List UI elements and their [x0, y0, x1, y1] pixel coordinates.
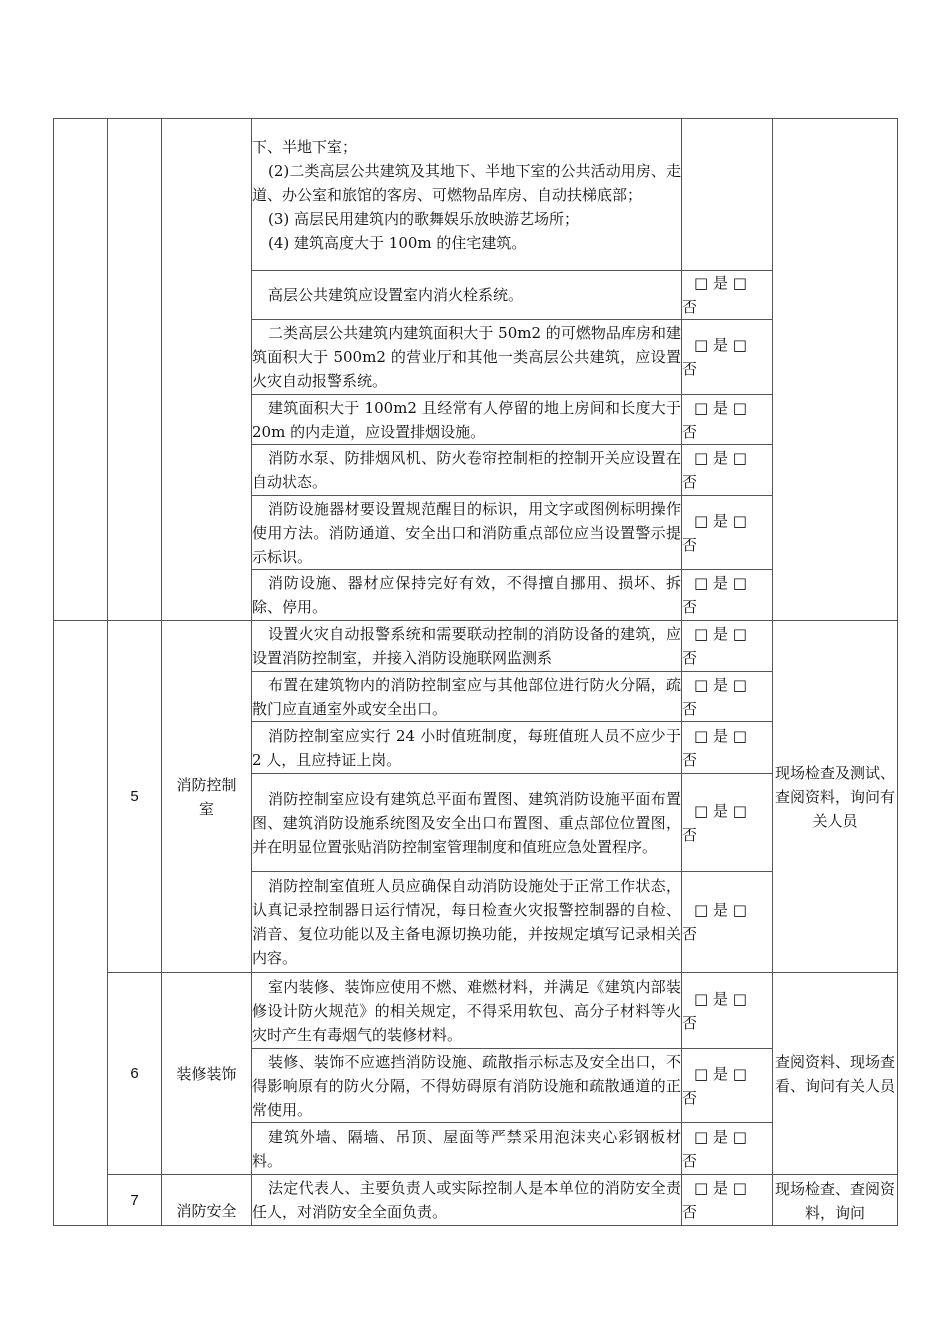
- yes-no-checkbox[interactable]: [682, 570, 773, 621]
- section-number: 5: [108, 621, 162, 973]
- check-label-bottom: 否: [682, 298, 698, 316]
- requirement-line: (2)二类高层公共建筑及其地下、半地下室的公共活动用房、走道、办公室和旅馆的客房、可燃物品库房、自动扶梯底部；: [252, 161, 681, 204]
- requirement-line: 消防水泵、防排烟风机、防火卷帘控制柜的控制开关应设置在自动状态。: [252, 449, 681, 491]
- check-label-top: □ 是 □: [694, 1179, 747, 1197]
- check-label-top: □ 是 □: [694, 398, 747, 417]
- requirement-text: [252, 973, 682, 1049]
- yes-no-checkbox[interactable]: [682, 1175, 773, 1226]
- check-label-top: □ 是 □: [694, 801, 747, 820]
- check-label-bottom: 否: [682, 473, 698, 491]
- requirement-text: [252, 271, 682, 320]
- requirement-line: 消防设施、器材应保持完好有效，不得擅自挪用、损坏、拆除、停用。: [252, 574, 681, 616]
- requirement-text: [252, 1049, 682, 1123]
- requirement-line: 建筑外墙、隔墙、吊顶、屋面等严禁采用泡沫夹心彩钢板材料。: [252, 1127, 681, 1170]
- yes-no-checkbox[interactable]: [682, 621, 773, 672]
- check-label-top: □ 是 □: [694, 989, 747, 1008]
- yes-no-checkbox[interactable]: [682, 722, 773, 774]
- yes-no-checkbox[interactable]: [682, 672, 773, 722]
- check-label-top: □ 是 □: [694, 274, 747, 292]
- requirement-text: [252, 621, 682, 672]
- check-label-bottom: 否: [682, 1203, 698, 1221]
- check-method: 现场检查、查阅资料，询问: [773, 1175, 898, 1226]
- check-label-bottom: 否: [682, 360, 698, 378]
- section-number: 7: [108, 1175, 162, 1226]
- check-label-bottom: 否: [682, 750, 698, 769]
- check-label-bottom: 否: [682, 422, 698, 441]
- yes-no-checkbox[interactable]: [682, 395, 773, 445]
- check-label-bottom: 否: [682, 925, 698, 943]
- check-label-bottom: 否: [682, 1088, 698, 1107]
- check-label-top: □ 是 □: [694, 901, 747, 919]
- requirement-text: [252, 672, 682, 722]
- requirement-text: [252, 320, 682, 395]
- yes-no-checkbox[interactable]: [682, 973, 773, 1049]
- check-method: 现场检查及测试、查阅资料，询问有关人员: [773, 621, 898, 973]
- requirement-line: 设置火灾自动报警系统和需要联动控制的消防设备的建筑，应设置消防控制室，并接入消防设施联网监测系: [252, 625, 681, 667]
- check-label-top: □ 是 □: [694, 675, 747, 694]
- yes-no-checkbox[interactable]: [682, 1123, 773, 1175]
- requirement-line: 消防控制室应设有建筑总平面布置图、建筑消防设施平面布置图、建筑消防设施系统图及安全出口布置图、重点部位位置图，并在明显位置张贴消防控制室管理制度和值班应急处置程序。: [252, 789, 681, 856]
- check-label-bottom: 否: [682, 1013, 698, 1032]
- requirement-line: 布置在建筑物内的消防控制室应与其他部位进行防火分隔，疏散门应直通室外或安全出口。: [252, 675, 681, 718]
- requirement-line: (3) 高层民用建筑内的歌舞娱乐放映游艺场所；: [268, 209, 580, 228]
- requirement-line: 装修、装饰不应遮挡消防设施、疏散指示标志及安全出口，不得影响原有的防火分隔，不得妨碍原有消防设施和疏散通道的正常使用。: [252, 1052, 681, 1119]
- check-cell-empty: [682, 119, 773, 271]
- requirement-line: 室内装修、装饰应使用不燃、难燃材料，并满足《建筑内部装修设计防火规范》的相关规定，不得采用软包、高分子材料等火灾时产生有毒烟气的装修材料。: [252, 977, 681, 1044]
- requirement-text: [252, 872, 682, 973]
- yes-no-checkbox[interactable]: [682, 1049, 773, 1123]
- yes-no-checkbox[interactable]: [682, 774, 773, 872]
- fire-safety-checklist-table: [53, 118, 898, 1226]
- check-label-top: □ 是 □: [694, 449, 747, 467]
- requirement-line: (4) 建筑高度大于 100m 的住宅建筑。: [268, 233, 527, 252]
- check-method-cell: [773, 119, 898, 621]
- requirement-text: [252, 722, 682, 774]
- check-label-top: □ 是 □: [694, 574, 747, 592]
- yes-no-checkbox[interactable]: [682, 271, 773, 320]
- section-title: [162, 621, 252, 973]
- section-title: 消防安全: [162, 1175, 252, 1226]
- requirement-line: 消防控制室值班人员应确保自动消防设施处于正常工作状态，认真记录控制器日运行情况，每日检查火灾报警控制器的自检、消音、复位功能以及主备电源切换功能，并按规定填写记录相关内容。: [252, 877, 681, 967]
- requirement-line: 建筑面积大于 100m2 且经常有人停留的地上房间和长度大于 20m 的内走道，应设置排烟设施。: [252, 398, 681, 441]
- requirement-line: 高层公共建筑应设置室内消火栓系统。: [268, 286, 524, 304]
- requirement-text: [252, 774, 682, 872]
- yes-no-checkbox[interactable]: [682, 445, 773, 496]
- check-label-top: □ 是 □: [694, 726, 747, 745]
- requirement-line: 下、半地下室；: [252, 137, 358, 156]
- check-label-bottom: 否: [682, 699, 698, 718]
- check-label-bottom: 否: [682, 825, 698, 844]
- check-label-bottom: 否: [682, 1151, 698, 1170]
- requirement-text: [252, 496, 682, 570]
- section-number: 6: [108, 973, 162, 1175]
- requirement-line: 法定代表人、主要负责人或实际控制人是本单位的消防安全责任人，对消防安全全面负责。: [252, 1179, 681, 1221]
- outer-index-cell: [54, 119, 108, 621]
- section-title: 装修装饰: [162, 973, 252, 1175]
- check-label-top: □ 是 □: [694, 336, 747, 354]
- check-label-top: □ 是 □: [694, 625, 747, 643]
- requirement-line: 消防控制室应实行 24 小时值班制度，每班值班人员不应少于 2 人，且应持证上岗。: [252, 726, 681, 769]
- table-row: [54, 119, 898, 271]
- requirement-text: [252, 395, 682, 445]
- outer-index-cell: [54, 621, 108, 1226]
- section-title-cell: [162, 119, 252, 621]
- requirement-text: [252, 570, 682, 621]
- check-label-top: □ 是 □: [694, 1127, 747, 1146]
- check-method: 查阅资料、现场查看、询问有关人员: [773, 973, 898, 1175]
- check-label-top: □ 是 □: [694, 511, 747, 530]
- section-title-line: 消防控制: [176, 775, 237, 794]
- requirement-text: [252, 445, 682, 496]
- check-label-bottom: 否: [682, 598, 698, 616]
- check-label-top: □ 是 □: [694, 1064, 747, 1083]
- table-row: [54, 621, 898, 672]
- requirement-text: [252, 1123, 682, 1175]
- section-title-line: 室: [198, 799, 214, 818]
- requirement-line: 二类高层公共建筑内建筑面积大于 50m2 的可燃物品库房和建筑面积大于 500m2 的营业厅和其他一类高层公共建筑，应设置火灾自动报警系统。: [252, 324, 681, 390]
- section-number-cell: [108, 119, 162, 621]
- requirement-text: [252, 1175, 682, 1226]
- requirement-text: [252, 119, 682, 271]
- requirement-line: 消防设施器材要设置规范醒目的标识，用文字或图例标明操作使用方法。消防通道、安全出口和消防重点部位应当设置警示提示标识。: [252, 499, 681, 566]
- table-row: [54, 973, 898, 1049]
- yes-no-checkbox[interactable]: [682, 320, 773, 395]
- yes-no-checkbox[interactable]: [682, 496, 773, 570]
- check-label-bottom: 否: [682, 649, 698, 667]
- yes-no-checkbox[interactable]: [682, 872, 773, 973]
- check-label-bottom: 否: [682, 535, 698, 554]
- table-row: [54, 1175, 898, 1226]
